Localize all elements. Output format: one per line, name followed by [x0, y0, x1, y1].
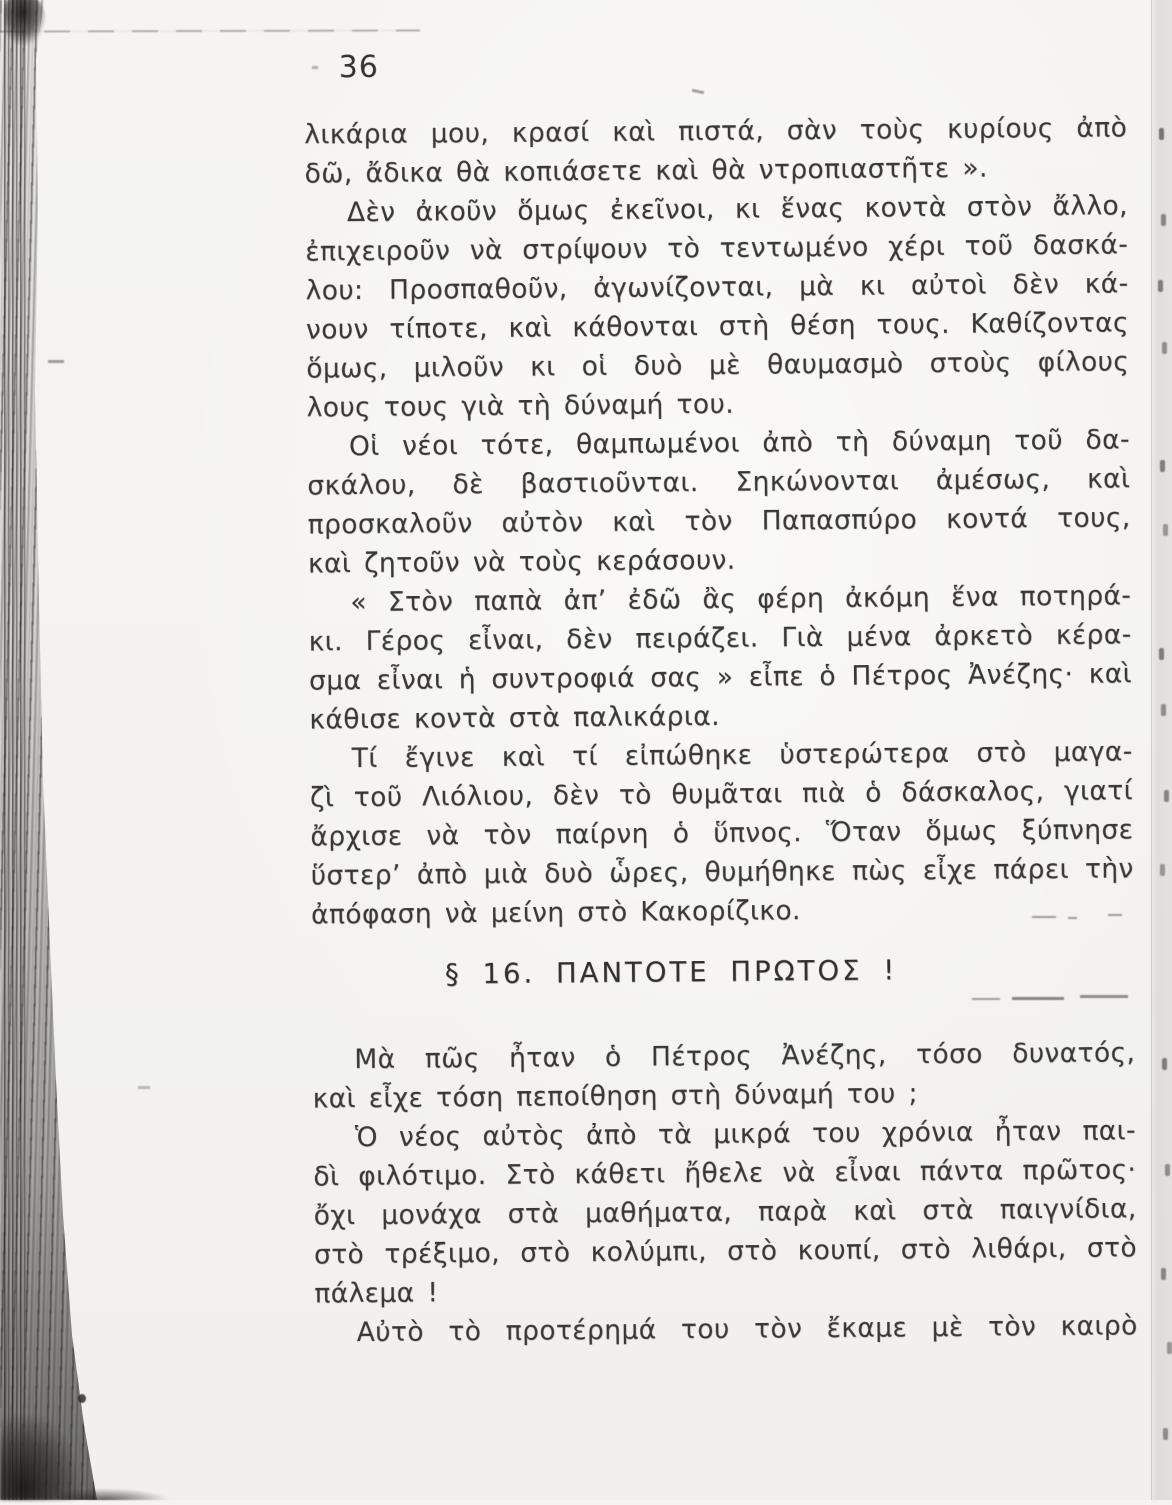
paragraph: [305, 186, 1130, 427]
text-line: ἄρχισε νὰ τὸν παίρνη ὁ ὕπνος. Ὅταν ὅμως ξύπνησε: [310, 814, 1134, 853]
paragraph: [313, 1111, 1138, 1313]
page-number: 36: [338, 49, 380, 86]
paragraph: [307, 420, 1131, 583]
paragraph: [312, 1033, 1136, 1118]
body-text: [304, 108, 1138, 1352]
text-line: καὶ ζητοῦν νὰ τοὺς κεράσουν.: [307, 544, 736, 580]
text-line: λικάρια μου, κρασί καὶ πιστά, σὰν τοὺς κυρίους ἀπὸ: [304, 112, 1128, 151]
text-line: σμα εἶναι ἡ συντροφιά σας » εἶπε ὁ Πέτρος Ἀνέζης· καὶ: [308, 658, 1133, 697]
paragraph: [310, 732, 1135, 934]
text-line: προσκαλοῦν αὐτὸν καὶ τὸν Παπασπύρο κοντά τους,: [307, 502, 1131, 541]
text-line: πάλεμα !: [314, 1277, 439, 1310]
text-line: ὕστερ’ ἀπὸ μιὰ δυὸ ὧρες, θυμήθηκε πὼς εἶχε πάρει τὴν: [310, 853, 1134, 892]
text-line: ἐπιχειροῦν νὰ στρίψουν τὸ τεντωμένο χέρι τοῦ δασκά-: [305, 229, 1129, 268]
text-line: καὶ εἶχε τόση πεποίθηση στὴ δύναμή του ;: [312, 1078, 918, 1115]
paragraph: [308, 576, 1132, 739]
text-line: δὶ φιλότιμο. Στὸ κάθετι ἤθελε νὰ εἶναι πάντα πρῶτος·: [313, 1154, 1137, 1193]
text-line: Οἱ νέοι τότε, θαμπωμένοι ἀπὸ τὴ δύναμη τοῦ δα-: [348, 424, 1131, 463]
text-line: ὅμως, μιλοῦν κι οἱ δυὸ μὲ θαυμασμὸ στοὺς φίλους: [306, 346, 1130, 385]
text-line: Δὲν ἀκοῦν ὅμως ἐκεῖνοι, κι ἕνας κοντὰ στὸν ἄλλο,: [346, 190, 1129, 229]
text-line: « Στὸν παπὰ ἀπ’ ἐδῶ ἂς φέρη ἀκόμη ἕνα ποτηρά-: [350, 580, 1132, 619]
text-line: δῶ, ἄδικα θὰ κοπιάσετε καὶ θὰ ντροπιαστῆτε ».: [304, 152, 988, 190]
paragraph: [304, 108, 1128, 193]
text-line: ὄχι μονάχα στὰ μαθήματα, παρὰ καὶ στὰ παιγνίδια,: [313, 1193, 1137, 1232]
text-line: Τί ἔγινε καὶ τί εἰπώθηκε ὑστερώτερα στὸ μαγα-: [351, 736, 1133, 775]
text-line: Μὰ πῶς ἦταν ὁ Πέτρος Ἀνέζης, τόσο δυνατός,: [354, 1037, 1136, 1076]
text-line: κι. Γέρος εἶναι, δὲν πειράζει. Γιὰ μένα ἀρκετὸ κέρα-: [308, 619, 1132, 658]
text-line: ἀπόφαση νὰ μείνη στὸ Κακορίζικο.: [310, 895, 801, 931]
paragraph: [315, 1306, 1138, 1352]
text-line: Ὁ νέος αὐτὸς ἀπὸ τὰ μικρά του χρόνια ἦταν παι-: [354, 1115, 1137, 1154]
text-line: κάθισε κοντὰ στὰ παλικάρια.: [309, 700, 721, 736]
text-line: σκάλου, δὲ βαστιοῦνται. Σηκώνονται ἀμέσως, καὶ: [307, 463, 1131, 502]
text-line: νουν τίποτε, καὶ κάθονται στὴ θέση τους. Καθίζοντας: [305, 307, 1130, 346]
text-line: λου: Προσπαθοῦν, ἀγωνίζονται, μὰ κι αὐτοὶ δὲν κά-: [305, 268, 1129, 307]
text-line: λους τους γιὰ τὴ δύναμή του.: [306, 388, 735, 424]
text-line: στὸ τρέξιμο, στὸ κολύμπι, στὸ κουπί, στὸ λιθάρι, στὸ: [313, 1232, 1138, 1271]
section-heading: § 16. ΠΑΝΤΟΤΕ ΠΡΩΤΟΣ !: [444, 954, 898, 991]
text-line: ζὶ τοῦ Λιόλιου, δὲν τὸ θυμᾶται πιὰ ὁ δάσκαλος, γιατί: [309, 775, 1134, 814]
text-line: Αὐτὸ τὸ προτέρημά του τὸν ἔκαμε μὲ τὸν καιρὸ: [356, 1310, 1138, 1349]
